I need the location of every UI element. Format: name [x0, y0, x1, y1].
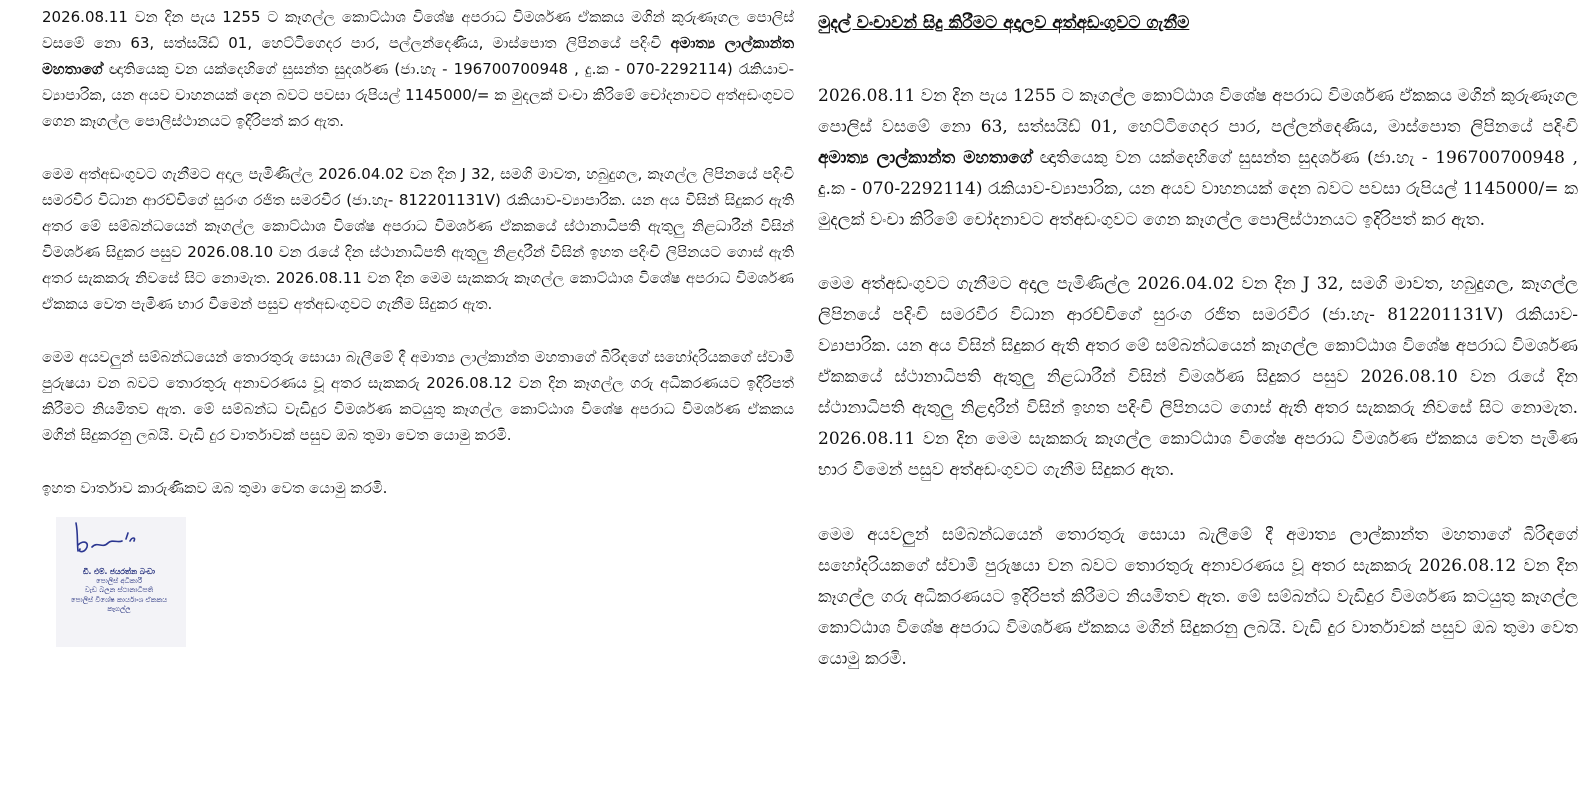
right-document-inner [818, 11, 1578, 675]
left-paragraph-arrest [42, 4, 794, 134]
right-p1-minister-name: අමාත්‍ය ලාල්කාන්ත මහතාගේ [818, 148, 1033, 168]
left-p1-minister-name: අමාත්‍ය ලාල්කාන්ත මහතාගේ [42, 34, 794, 78]
left-closing-line: ඉහත වාර්තාව කාරුණිකව ඔබ තුමා වෙත යොමු කරමි. [42, 479, 388, 497]
left-paragraph-relation: මෙම අයවලුන් සම්බන්ධයෙන් තොරතුරු සොයා බැලීමේ දී අමාත්‍ය ලාල්කාන්ත මහතාගේ බිරිඳගේ සහෝදරියකගේ ස්වාමි පුරුෂයා වන බවට තොරතුරු අනාවරණය වූ අතර සැකකරු 2026.08.12 වන දින කෑගල්ල ගරු අධිකරණයට ඉදිරිපත් කිරීමට නියමිතව ඇත. මේ සම්බන්ධ වැඩිදුර විමර්ශණ කටයුතු කෑගල්ල කොට්ඨාශ විශේෂ අපරාධ විමර්ශණ ඒකකය මගින් සිදුකරනු ලබයි. වැඩි දුර වාර්තාවක් පසුව ඔබ තුමා වෙත යොමු කරමි. [42, 348, 794, 444]
signature-role: වැඩ බලන ස්ථානාධිපති [84, 586, 154, 594]
signature-block [42, 511, 212, 651]
left-p1-text-a: 2026.08.11 වන දින පැය 1255 ට කෑගල්ල කොට්ඨාශ විශේෂ අපරාධ විමර්ශණ ඒකකය මගින් කුරුණෑගල පොලිස් වසමේ නො 63, සත්සයිඩ් 01, හෙට්ටිගෙදර පාර, පල්ලන්දෙණිය, මාස්පොත ලිපිනයේ පදිංචි [42, 8, 794, 52]
right-p1-text-a: 2026.08.11 වන දින පැය 1255 ට කෑගල්ල කොට්ඨාශ විශේෂ අපරාධ විමර්ශණ ඒකකය මගින් කුරුණෑගල පොලිස් වසමේ නො 63, සත්සයිඩ් 01, හෙට්ටිගෙදර පාර, පල්ලන්දෙණිය, මාස්පොත ලිපිනයේ පදිංචි [818, 86, 1578, 137]
right-document-crop [818, 0, 1578, 800]
right-paragraph-complaint: මෙම අත්අඩංගුවට ගැනීමට අදාල පැමිණිල්ල 2026.04.02 වන දින J 32, සමගි මාවත, හබුදුගල, කෑගල්ල ලිපිනයේ පදිංචි සමරවීර විධාන ආරච්චිගේ සුරංග රජිත සමරවීර (ජා.හැ- 812201131V) රැකියාව-ව්‍යාපාරික. යන අය විසින් සිදුකර ඇති අතර මේ සම්බන්ධයෙන් කෑගල්ල කොට්ඨාශ විශේෂ අපරාධ විමර්ශණ ඒකකයේ ස්ථානාධිපති ඇතුලු නිළධාරීන් විසින් විමර්ශණ සිදුකර පසුව 2026.08.10 වන රැයේ දින ස්ථානාධිපති ඇතුලු නිළදාරීන් විසින් ඉහත පදිංචි ලිපිනයට ගොස් ඇති අතර සැකකරු නිවසේ සිට නොමැත. 2026.08.11 වන දින මෙම සැකකරු කෑගල්ල කොට්ඨාශ විශේෂ අපරාධ විමර්ශණ ඒකකය වෙත පැමිණ භාර වීමෙන් පසුව අත්අඩංගුවට ගැනීම සිදුකර ඇත. [818, 274, 1578, 480]
left-paragraph-complaint: මෙම අත්අඩංගුවට ගැනීමට අදාල පැමිණිල්ල 2026.04.02 වන දින J 32, සමගි මාවත, හබුදුගල, කෑගල්ල ලිපිනයේ පදිංචි සමරවීර විධාන ආරච්චිගේ සුරංග රජිත සමරවීර (ජා.හැ- 812201131V) රැකියාව-ව්‍යාපාරික. යන අය විසින් සිදුකර ඇති අතර මේ සම්බන්ධයෙන් කෑගල්ල කොට්ඨාශ විශේෂ අපරාධ විමර්ශණ ඒකකයේ ස්ථානාධිපති ඇතුලු නිළධාරීන් විසින් විමර්ශණ සිදුකර පසුව 2026.08.10 වන රැයේ දින ස්ථානාධිපති ඇතුලු නිළදාරීන් විසින් ඉහත පදිංචි ලිපිනයට ගොස් ඇති අතර සැකකරු නිවසේ සිට නොමැත. 2026.08.11 වන දින මෙම සැකකරු කෑගල්ල කොට්ඨාශ විශේෂ අපරාධ විමර්ශණ ඒකකය වෙත පැමිණ භාර වීමෙන් පසුව අත්අඩංගුවට ගැනීම සිදුකර ඇත. [42, 165, 794, 313]
signature-name: ඩී. එම්. ජයරත්න බංඩා [82, 567, 156, 576]
signature-unit: පොලිස් විශේෂ කාර්යාංශ ඒකකය [70, 595, 168, 604]
signature-location: කෑගල්ල [107, 605, 131, 613]
left-p1-text-b: ඥාතියෙකු වන යක්දෙහිගේ සුසන්ත සුදර්ශණ (ජා.හැ - 196700700948 , දු.ක - 070-2292114) රැකියාව-ව්‍යාපාරික, යන අයව වාහනයක් දෙන බවට පවසා රුපියල් 1145000/= ක මුදලක් වංචා කිරිමේ චෝදනාවට අත්අඩංගුවට ගෙන කෑගල්ල පොලිස්ථානයට ඉදිරිපත් කර ඇත. [42, 60, 794, 130]
left-document [42, 4, 794, 800]
right-heading: මුදල් වංචාවන් සිදු කිරීමට අදාලව අත්අඩංගුවට ගැනීම [818, 13, 1190, 33]
signature-text [64, 567, 174, 615]
signature-title: පොලිස් අධිකාරී [95, 576, 143, 585]
signature-scribble-icon [68, 519, 158, 559]
right-p1-text-b: ඥාතියෙකු වන යක්දෙහිගේ සුසන්ත සුදර්ශණ (ජා.හැ - 196700700948 , දු.ක - 070-2292114) රැකියාව-ව්‍යාපාරික, යන අයව වාහනයක් දෙන බවට පවසා රුපියල් 1145000/= ක මුදලක් වංචා කිරිමේ චෝදනාවට අත්අඩංගුවට ගෙන කෑගල්ල පොලිස්ථානයට ඉදිරිපත් කර ඇත. [818, 148, 1578, 230]
right-paragraph-arrest [818, 81, 1578, 236]
right-paragraph-relation: මෙම අයවලුන් සම්බන්ධයෙන් තොරතුරු සොයා බැලීමේ දී අමාත්‍ය ලාල්කාන්ත මහතාගේ බිරිඳගේ සහෝදරියකගේ ස්වාමි පුරුෂයා වන බවට තොරතුරු අනාවරණය වූ අතර සැකකරු 2026.08.12 වන දින කෑගල්ල ගරු අධිකරණයට ඉදිරිපත් කිරීමට නියමිතව ඇත. මේ සම්බන්ධ වැඩිදුර විමර්ශණ කටයුතු කෑගල්ල කොට්ඨාශ විශේෂ අපරාධ විමර්ශණ ඒකකය මගින් සිදුකරනු ලබයි. වැඩි දුර වාර්තාවක් පසුව ඔබ තුමා වෙත යොමු කරමි. [818, 525, 1578, 669]
